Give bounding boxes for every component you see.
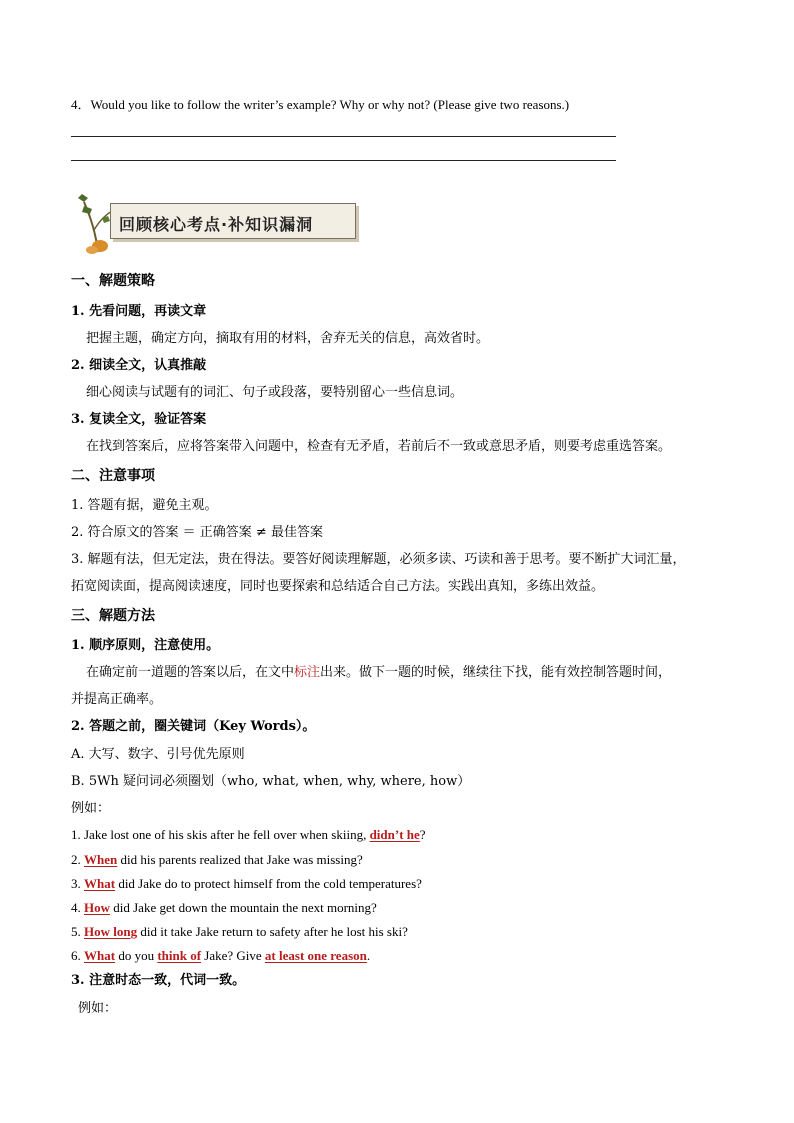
example-3-num: 3. xyxy=(71,876,84,891)
section-3-heading: 三、解题方法 xyxy=(71,608,155,624)
method-1-text-b: 出来。做下一题的时候，继续往下找，能有效控制答题时间， xyxy=(320,665,672,680)
banner-title: 回顾核心考点·补知识漏洞 xyxy=(119,215,314,234)
example-5-num: 5. xyxy=(71,924,84,939)
example-3 xyxy=(71,877,422,890)
method-2-rule-a: A. 大写、数字、引号优先原则 xyxy=(71,747,245,762)
question-4: 4．Would you like to follow the writer’s example? Why or why not? (Please give two reasons.) xyxy=(71,97,570,112)
strategy-2-body: 细心阅读与试题有的词汇、句子或段落，要特别留心一些信息词。 xyxy=(86,385,464,400)
example-4-keyword: How xyxy=(84,900,110,915)
example-3-keyword: What xyxy=(84,876,116,891)
note-2: 2. 符合原文的答案 ＝ 正确答案 ≠ 最佳答案 xyxy=(71,525,323,540)
example-1-text: 1. Jake lost one of his skis after he fell over when skiing, xyxy=(71,827,370,842)
example-2-text: did his parents realized that Jake was missing? xyxy=(117,852,363,867)
note-3-line-1: 3. 解题有法，但无定法，贵在得法。要答好阅读理解题，必须多读、巧读和善于思考。要不断扩大词汇量， xyxy=(71,552,686,567)
method-1-body-line-2: 并提高正确率。 xyxy=(71,692,163,707)
example-6-num: 6. xyxy=(71,948,84,963)
note-3-line-2: 拓宽阅读面，提高阅读速度，同时也要探索和总结适合自己方法。实践出真知，多练出效益。 xyxy=(71,579,605,594)
example-4-text: did Jake get down the mountain the next morning? xyxy=(110,900,377,915)
method-1-highlight: 标注 xyxy=(294,665,321,680)
example-6 xyxy=(71,949,370,962)
example-6-text-1: do you xyxy=(115,948,158,963)
method-2-rule-b: B. 5Wh 疑问词必须圈划（who, what, when, why, where, how） xyxy=(71,774,471,789)
example-label: 例如： xyxy=(71,801,111,816)
method-1-title: 1. 顺序原则，注意使用。 xyxy=(71,638,220,653)
example-4-num: 4. xyxy=(71,900,84,915)
example-1-keyword: didn’t he xyxy=(369,827,420,842)
section-1-heading: 一、解题策略 xyxy=(71,273,155,289)
example-1 xyxy=(71,828,426,841)
note-1: 1. 答题有据，避免主观。 xyxy=(71,498,218,513)
method-1-body-line-1 xyxy=(86,666,671,679)
example-6-keyword-1: What xyxy=(84,948,116,963)
strategy-3-body: 在找到答案后，应将答案带入问题中，检查有无矛盾，若前后不一致或意思矛盾，则要考虑重选答案。 xyxy=(86,439,672,454)
example-6-end: . xyxy=(366,948,371,963)
example-6-text-2: Jake? Give xyxy=(201,948,265,963)
method-3-title: 3. 注意时态一致，代词一致。 xyxy=(71,973,246,988)
method-2-title: 2. 答题之前，圈关键词（Key Words）。 xyxy=(71,719,316,734)
example-2 xyxy=(71,853,363,866)
example-2-keyword: When xyxy=(84,852,118,867)
example-2-num: 2. xyxy=(71,852,84,867)
example-label-2: 例如： xyxy=(78,1001,118,1016)
example-3-text: did Jake do to protect himself from the cold temperatures? xyxy=(115,876,422,891)
strategy-3-title: 3. 复读全文，验证答案 xyxy=(71,412,207,427)
section-2-heading: 二、注意事项 xyxy=(71,468,155,484)
answer-line-1 xyxy=(71,136,616,137)
answer-line-2 xyxy=(71,160,616,161)
section-banner xyxy=(110,203,356,239)
example-5-keyword: How long xyxy=(84,924,138,939)
strategy-2-title: 2. 细读全文，认真推敲 xyxy=(71,358,207,373)
strategy-1-body: 把握主题，确定方向，摘取有用的材料，舍弃无关的信息，高效省时。 xyxy=(86,331,490,346)
example-4 xyxy=(71,901,377,914)
example-5-text: did it take Jake return to safety after he lost his ski? xyxy=(137,924,408,939)
example-6-keyword-3: at least one reason xyxy=(264,948,367,963)
example-6-keyword-2: think of xyxy=(157,948,202,963)
example-1-end: ? xyxy=(419,827,426,842)
example-5 xyxy=(71,925,408,938)
strategy-1-title: 1. 先看问题，再读文章 xyxy=(71,304,207,319)
method-1-text-a: 在确定前一道题的答案以后，在文中 xyxy=(86,665,295,680)
